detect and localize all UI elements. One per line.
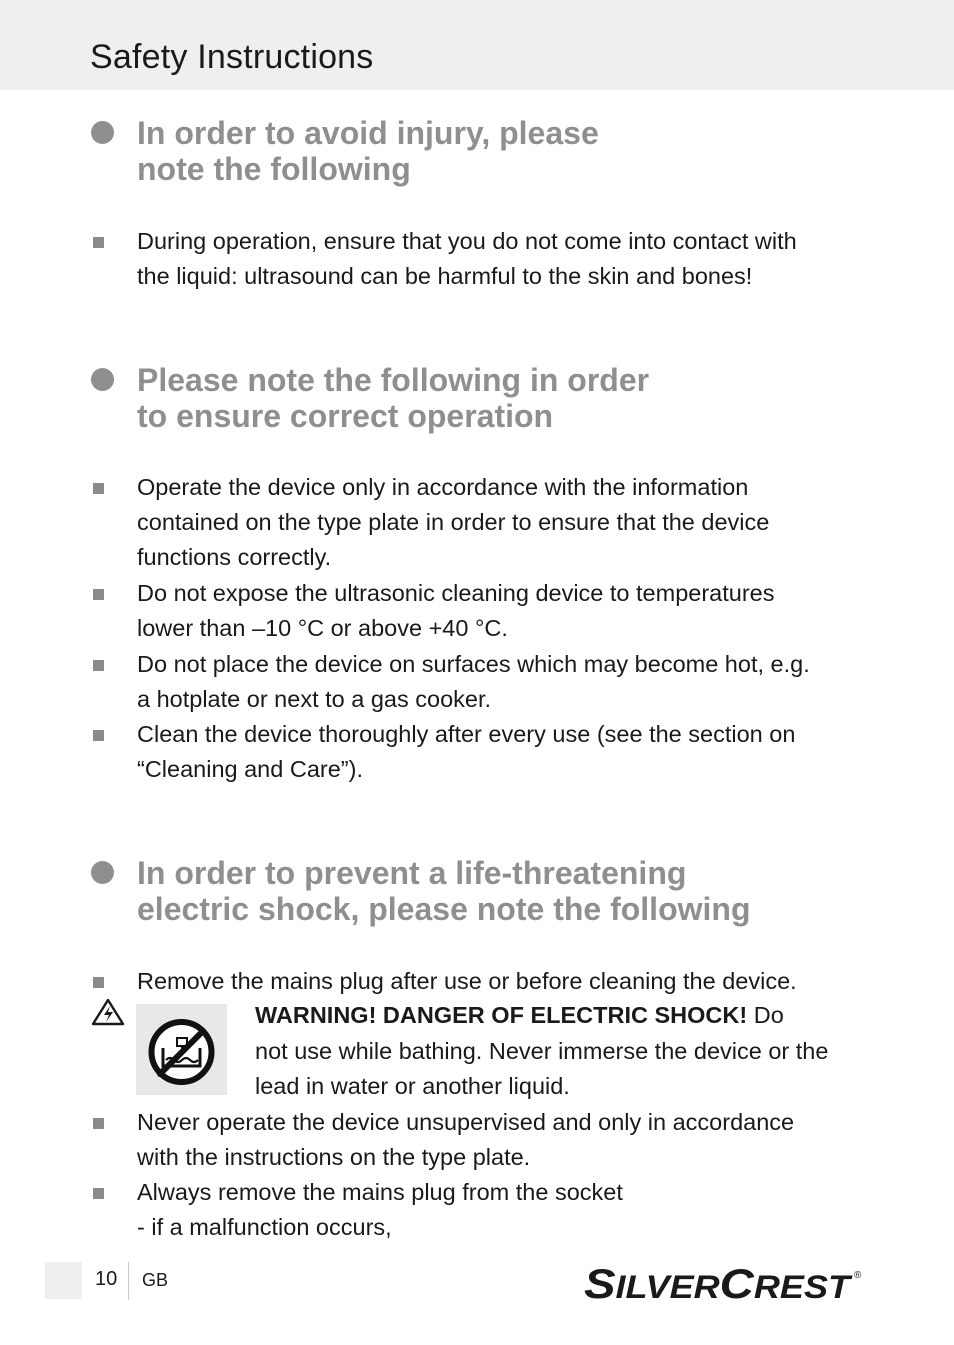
section-bullet: [91, 121, 114, 144]
section-heading-electric-shock: [137, 855, 877, 927]
list-item: [137, 964, 877, 999]
list-item-line: Always remove the mains plug from the socket: [137, 1179, 623, 1205]
warning-triangle-icon: [91, 998, 125, 1026]
language-code: GB: [142, 1270, 169, 1290]
section-heading-line: In order to avoid injury, please: [137, 115, 599, 151]
list-item-line: a hotplate or next to a gas cooker.: [137, 686, 492, 713]
section-heading-line: In order to prevent a life-threatening: [137, 855, 687, 891]
list-bullet: [93, 1188, 104, 1199]
list-item: [137, 1105, 877, 1175]
list-bullet: [93, 660, 104, 671]
list-item: [137, 647, 877, 717]
page-number: 10: [95, 1268, 118, 1290]
warning-text: Do: [747, 1002, 784, 1028]
section-bullet: [91, 861, 114, 884]
list-item: [137, 224, 877, 294]
list-item: [137, 576, 877, 646]
footer-box: [45, 1262, 82, 1299]
warning-line: not use while bathing. Never immerse the device or the: [255, 1037, 829, 1064]
no-bathing-icon-box: [136, 1004, 227, 1095]
list-item-line: lower than –10 °C or above +40 °C.: [137, 615, 508, 642]
list-bullet: [93, 237, 104, 248]
list-item-line: with the instructions on the type plate.: [137, 1144, 531, 1171]
section-bullet: [91, 368, 114, 391]
list-item-line: Clean the device thoroughly after every use (see the section on: [137, 721, 796, 747]
section-heading-line: to ensure correct operation: [137, 398, 554, 434]
list-item-line: “Cleaning and Care”).: [137, 756, 363, 783]
list-bullet: [93, 730, 104, 741]
list-bullet: [93, 977, 104, 988]
footer-divider: [128, 1262, 129, 1300]
list-item: [137, 470, 877, 576]
list-item-line: functions correctly.: [137, 544, 332, 571]
list-bullet: [93, 483, 104, 494]
section-heading-operation: [137, 362, 877, 434]
list-bullet: [93, 1118, 104, 1129]
list-item: [137, 717, 877, 787]
list-item-line: contained on the type plate in order to ensure that the device: [137, 509, 770, 536]
sub-list-item: - if a malfunction occurs,: [137, 1214, 392, 1240]
section-heading-injury: [137, 115, 877, 187]
warning-line: [255, 998, 875, 1034]
list-item: [137, 1175, 877, 1210]
page-title: Safety Instructions: [90, 38, 374, 76]
svg-text:®: ®: [854, 1270, 862, 1281]
section-heading-line: note the following: [137, 151, 411, 187]
list-item-line: During operation, ensure that you do not come into contact with: [137, 228, 797, 254]
list-item-line: Do not place the device on surfaces which may become hot, e.g.: [137, 651, 810, 677]
warning-heading: WARNING! DANGER OF ELECTRIC SHOCK!: [255, 1002, 748, 1028]
list-item-line: the liquid: ultrasound can be harmful to the skin and bones!: [137, 263, 753, 290]
list-item-line: Never operate the device unsupervised and only in accordance: [137, 1109, 795, 1135]
list-item-line: Operate the device only in accordance with the information: [137, 474, 749, 500]
svg-text:SILVERCREST: S ILVER C REST: [584, 1260, 840, 1304]
section-heading-line: electric shock, please note the following: [137, 891, 751, 927]
no-bathing-icon: [136, 1004, 227, 1095]
silvercrest-logo: [584, 1258, 866, 1304]
list-item-line: Do not expose the ultrasonic cleaning device to temperatures: [137, 580, 775, 606]
list-bullet: [93, 589, 104, 600]
list-item-line: Remove the mains plug after use or before cleaning the device.: [137, 968, 797, 994]
electric-shock-warning: [255, 998, 875, 1105]
section-heading-line: Please note the following in order: [137, 362, 650, 398]
warning-line: lead in water or another liquid.: [255, 1073, 570, 1100]
